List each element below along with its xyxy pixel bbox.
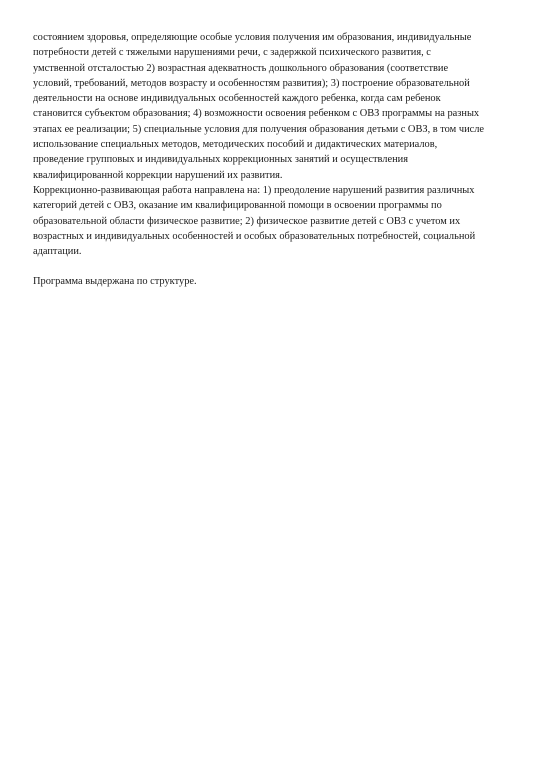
text-line: адаптации. [33,246,82,258]
text-line: Коррекционно-развивающая работа направлена на: 1) преодоление нарушений развития различных [33,184,475,196]
text-line: образовательной области физическое развитие; 2) физическое развитие детей с ОВЗ с учетом их [33,215,461,227]
text-line: деятельности на основе индивидуальных особенностей каждого ребенка, когда сам ребенок [33,93,441,105]
text-line: проведение групповых и индивидуальных коррекционных занятий и осуществления [33,154,408,166]
text-line: возрастных и индивидуальных особенностей и особых образовательных потребностей, социальной [33,230,476,242]
paragraph-gap [33,259,513,274]
text-line: категорий детей с ОВЗ, оказание им квалифицированной помощи в освоении программы по [33,200,442,212]
text-line: умственной отсталостью 2) возрастная адекватность дошкольного образования (соответствие [33,62,449,74]
text-line: этапах ее реализации; 5) специальные условия для получения образования детьми с ОВЗ, в том числе [33,123,485,135]
text-line: Программа выдержана по структуре. [33,276,197,288]
text-line: состоянием здоровья, определяющие особые условия получения им образования, индивидуальные [33,32,472,43]
text-line: условий, требований, методов возрасту и особенностям развития); 3) построение образовательной [33,77,470,89]
text-line: использование специальных методов, методических пособий и дидактических материалов, [33,139,438,151]
paragraph-correction-work [33,183,513,259]
paragraph-conclusion [33,274,513,289]
text-line: становится субъектом образования; 4) возможности освоения ребенком с ОВЗ программы на разных [33,108,480,120]
text-line: потребности детей с тяжелыми нарушениями речи, с задержкой психического развития, с [33,47,431,59]
text-line: квалифицированной коррекции нарушений их развития. [33,169,283,181]
document-body [33,30,513,290]
paragraph-conditions [33,30,513,183]
